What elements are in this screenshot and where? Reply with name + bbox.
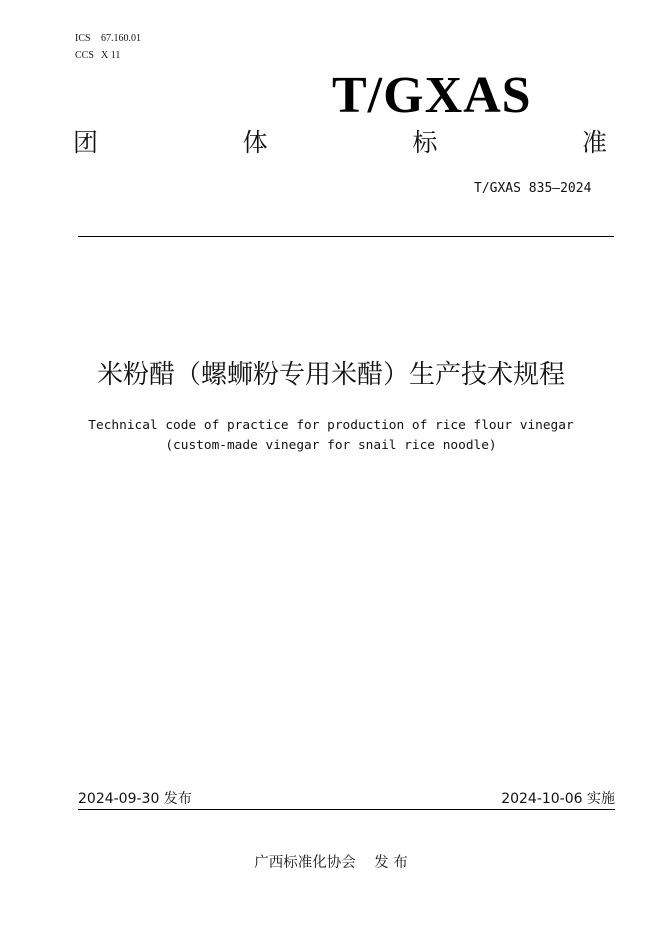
implement-date: 2024-10-06 实施 bbox=[501, 791, 615, 807]
standard-type-char: 标 bbox=[412, 128, 438, 157]
publisher: 广西标准化协会 发 布 bbox=[254, 855, 408, 871]
ccs-label: CCS bbox=[75, 50, 94, 61]
org-logo: T/GXAS bbox=[332, 67, 532, 124]
standard-type-char: 团 bbox=[73, 128, 99, 157]
standard-type-char: 体 bbox=[242, 128, 268, 157]
bottom-divider bbox=[78, 809, 615, 810]
ccs-code: X 11 bbox=[101, 50, 121, 61]
ics-label: ICS bbox=[75, 33, 91, 44]
ics-line bbox=[75, 33, 141, 45]
standard-type-char: 准 bbox=[581, 128, 607, 157]
document-title-english-line-2: (custom-made vinegar for snail rice noodle) bbox=[165, 438, 497, 453]
standard-code: T/GXAS 835—2024 bbox=[474, 181, 592, 196]
document-title-chinese: 米粉醋（螺蛳粉专用米醋）生产技术规程 bbox=[96, 360, 565, 390]
document-title-english-line-1: Technical code of practice for production of rice flour vinegar bbox=[88, 418, 574, 433]
publish-date: 2024-09-30 发布 bbox=[78, 791, 192, 807]
standard-type bbox=[73, 128, 607, 158]
ccs-line bbox=[75, 50, 120, 62]
top-divider bbox=[78, 236, 614, 237]
ics-code: 67.160.01 bbox=[101, 33, 141, 44]
